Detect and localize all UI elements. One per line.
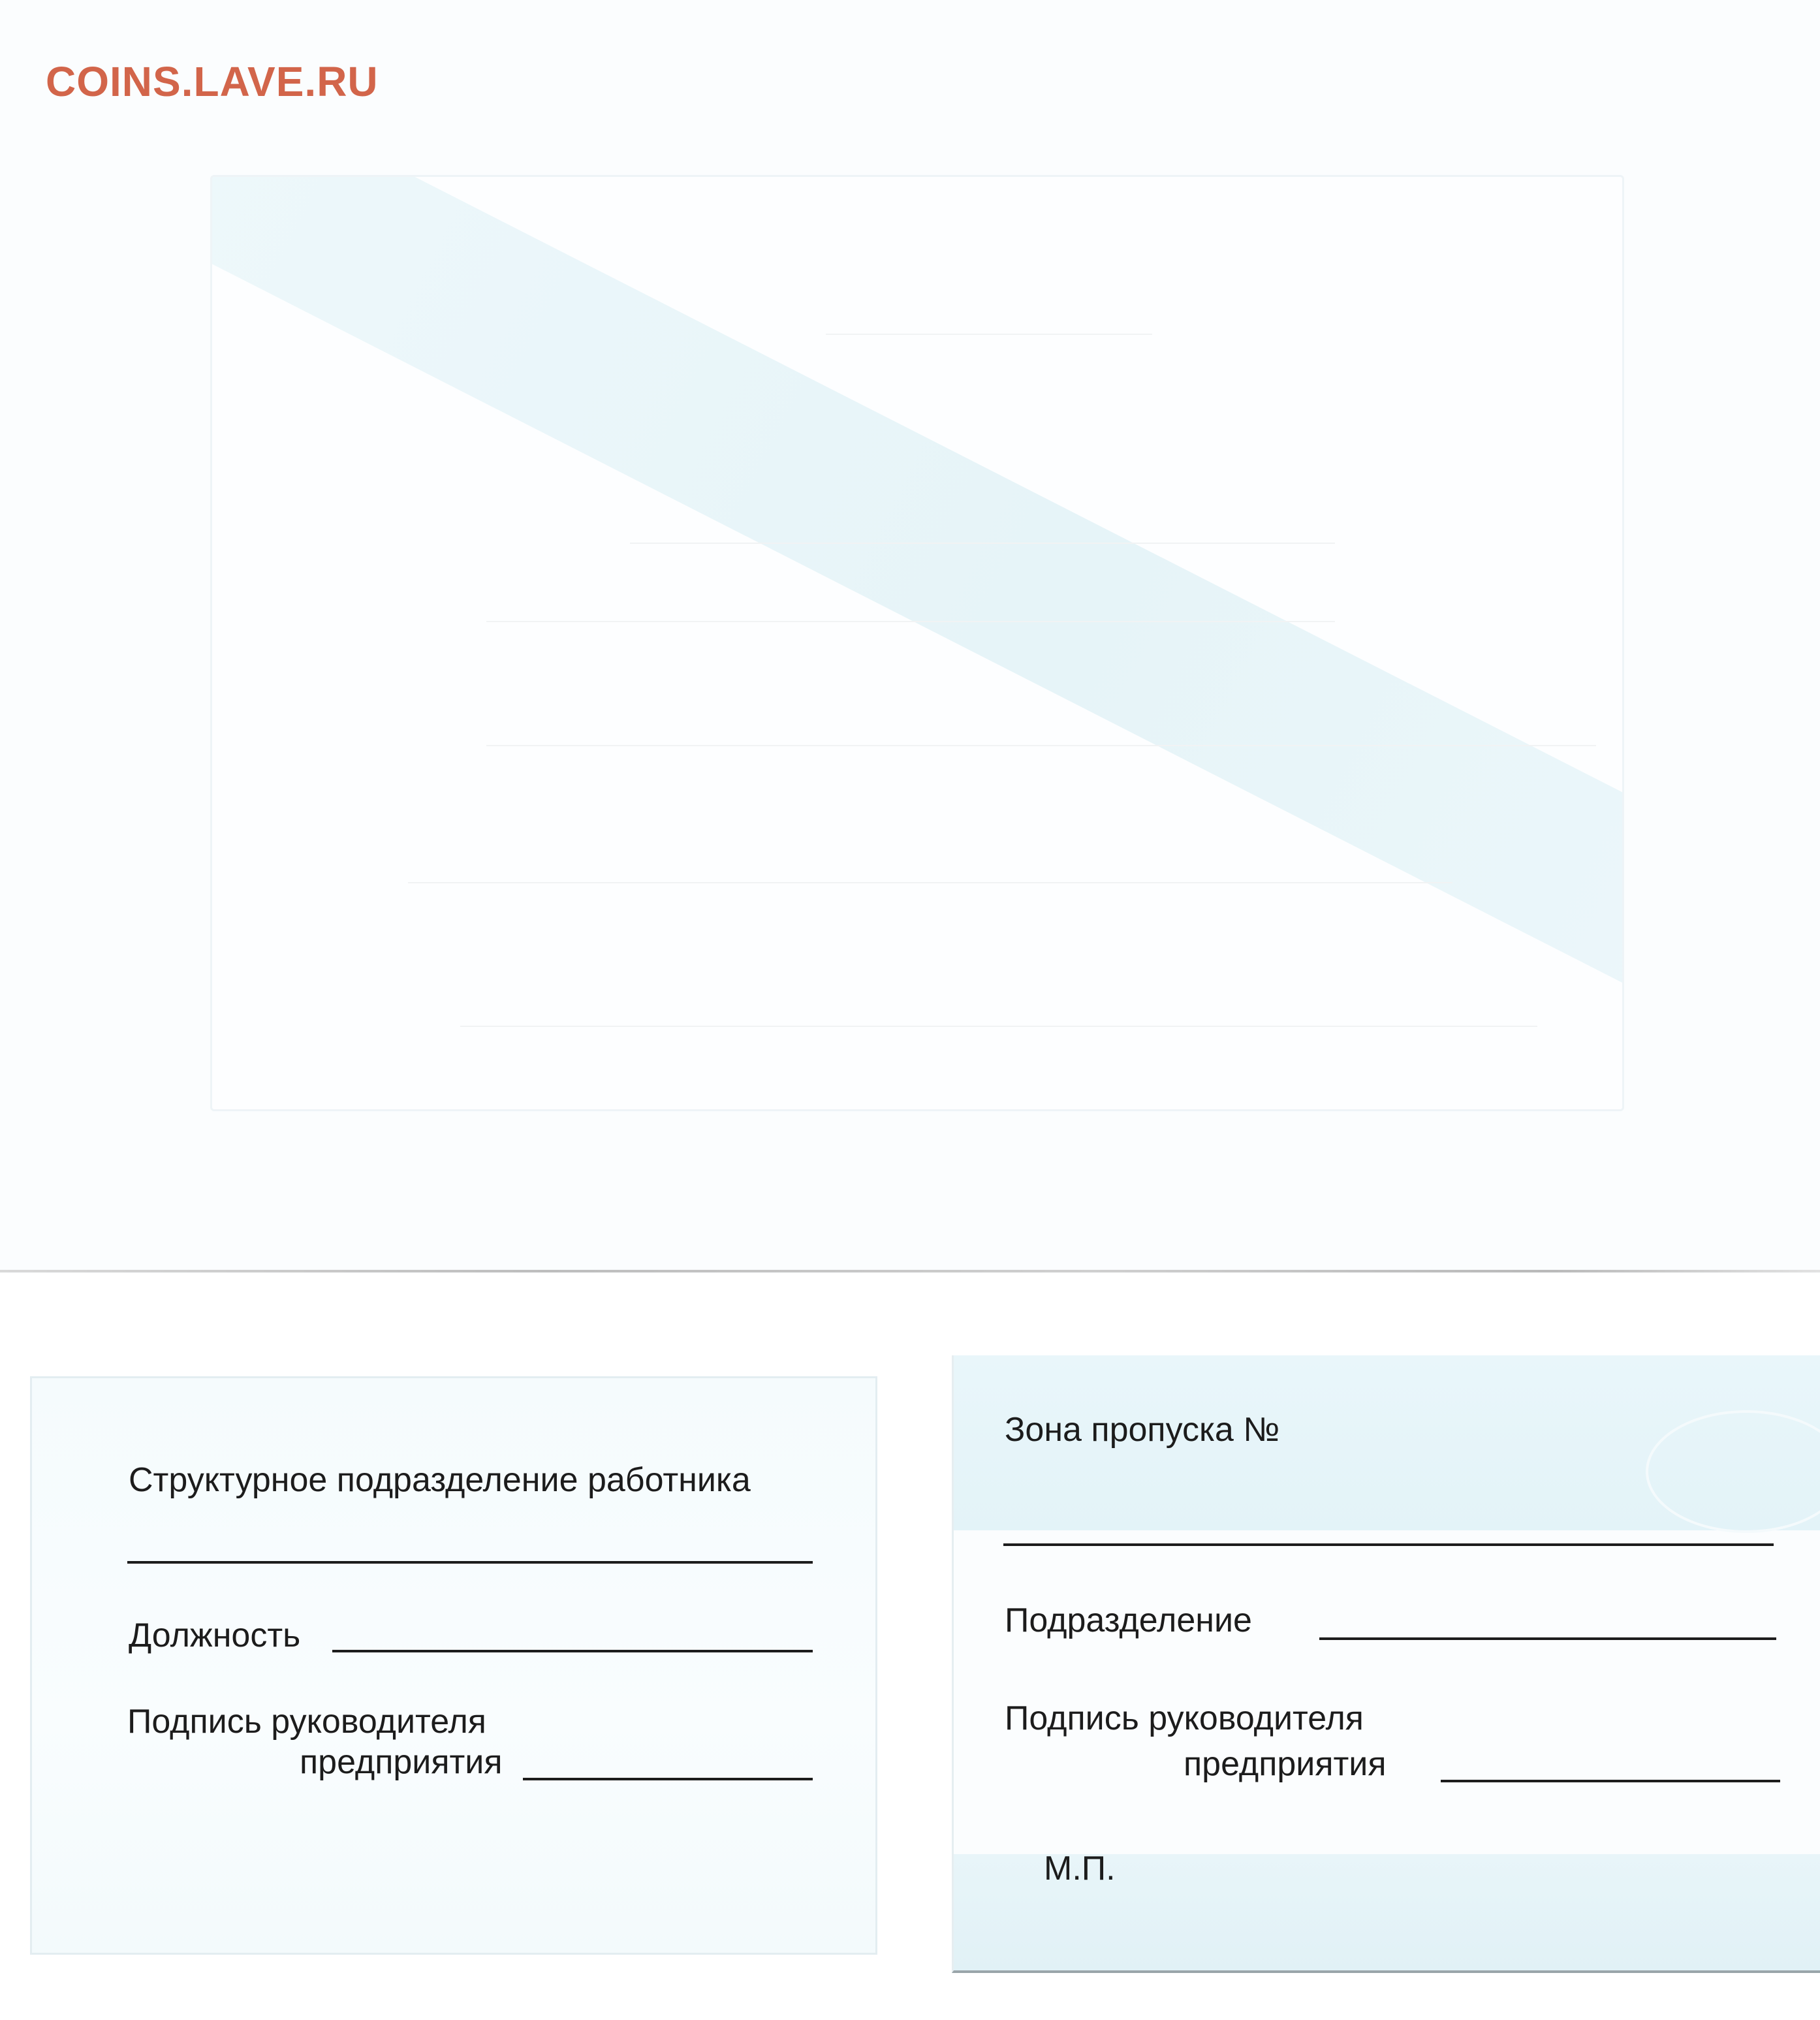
signature-label-line1: Подпись руководителя [127,1703,486,1741]
faded-line [486,621,1335,622]
signature-label-line2: предприятия [1184,1745,1387,1783]
position-input-line[interactable] [332,1650,813,1652]
signature-label-line1: Подпись руководителя [1005,1699,1364,1737]
faded-line [486,745,1596,746]
department-input-line[interactable] [127,1561,813,1564]
signature-label-line2: предприятия [300,1743,503,1781]
faded-line [408,882,1452,883]
signature-input-line[interactable] [1441,1780,1780,1782]
subdivision-label: Подразделение [1005,1602,1252,1639]
zone-label: Зона пропуска № [1005,1411,1280,1449]
faded-pass-form [210,175,1624,1111]
subdivision-input-line[interactable] [1319,1637,1776,1640]
faded-line [630,543,1335,544]
position-label: Должность [129,1617,301,1654]
faded-line [826,334,1152,335]
site-watermark: COINS.LAVE.RU [46,58,379,105]
stamp-place-label: М.П. [1044,1850,1116,1887]
signature-input-line[interactable] [523,1778,813,1780]
diagonal-stripe [210,175,1624,1111]
pass-back-right-card [952,1355,1820,1973]
department-label: Структурное подразделение работника [129,1461,751,1499]
zone-input-line[interactable] [1003,1543,1774,1546]
faded-line [460,1026,1537,1027]
pass-back-left-card [30,1376,877,1955]
fold-divider [0,1270,1820,1272]
